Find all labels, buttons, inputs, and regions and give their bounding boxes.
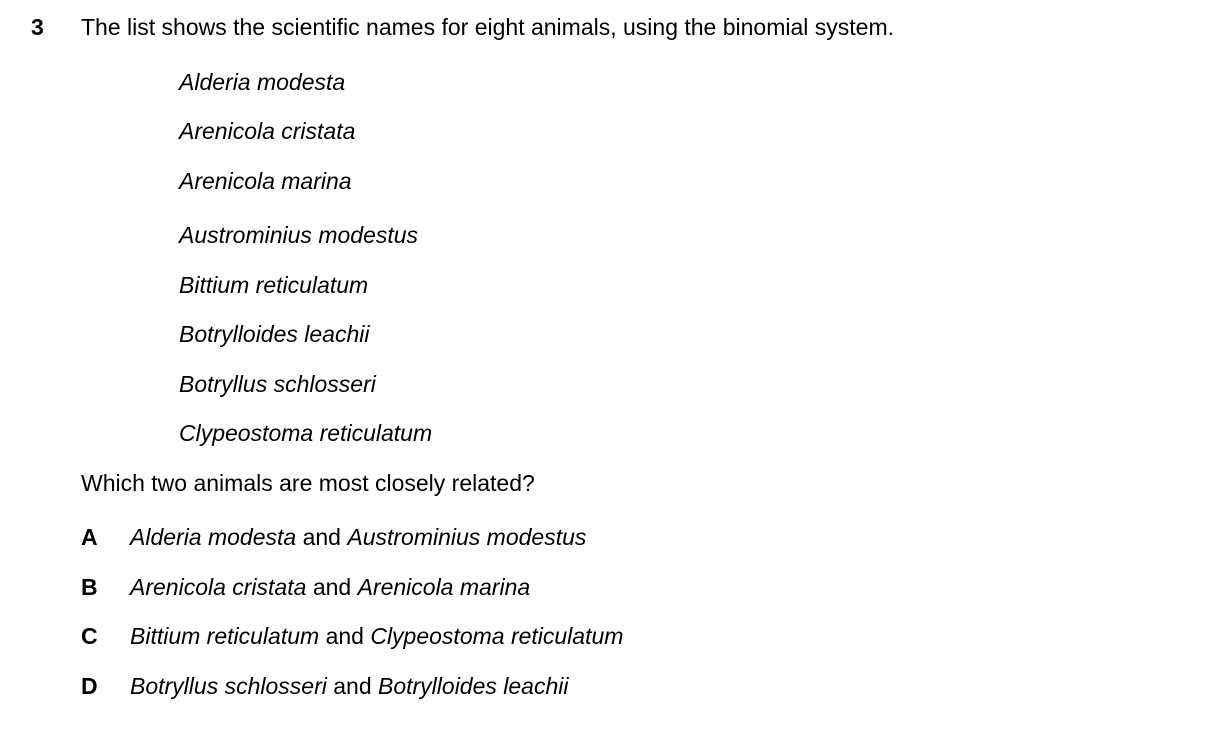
option-letter: B <box>81 574 98 600</box>
option-text <box>130 623 623 650</box>
option-first-species: Botryllus schlosseri <box>130 673 327 699</box>
option-first-species: Arenicola cristata <box>130 574 307 600</box>
species-item: Austrominius modestus <box>179 222 419 248</box>
option-second-species: Botrylloides leachii <box>378 673 569 699</box>
species-item: Botryllus schlosseri <box>179 371 376 397</box>
option-letter: A <box>81 524 98 550</box>
option-text <box>130 673 568 700</box>
option-joiner: and <box>302 524 341 550</box>
option-joiner: and <box>333 673 372 699</box>
question-intro: The list shows the scientific names for eight animals, using the binomial system. <box>81 14 895 40</box>
option-joiner: and <box>312 574 352 600</box>
option-first-species: Bittium reticulatum <box>130 623 320 649</box>
question-prompt: Which two animals are most closely related? <box>81 470 535 496</box>
option-second-species: Clypeostoma reticulatum <box>370 623 624 649</box>
option-second-species: Austrominius modestus <box>347 524 587 550</box>
option-letter: D <box>81 673 98 699</box>
species-item: Arenicola marina <box>179 168 352 194</box>
option-first-species: Alderia modesta <box>130 524 297 550</box>
option-joiner: and <box>325 623 364 649</box>
species-item: Alderia modesta <box>179 69 346 95</box>
option-text <box>130 524 586 551</box>
option-second-species: Arenicola marina <box>357 574 531 600</box>
species-item: Botrylloides leachii <box>179 321 370 347</box>
option-letter: C <box>81 623 98 649</box>
species-item: Arenicola cristata <box>179 118 356 144</box>
species-item: Clypeostoma reticulatum <box>179 420 433 446</box>
question-number: 3 <box>31 14 44 40</box>
species-item: Bittium reticulatum <box>179 272 369 298</box>
option-text <box>130 574 530 601</box>
